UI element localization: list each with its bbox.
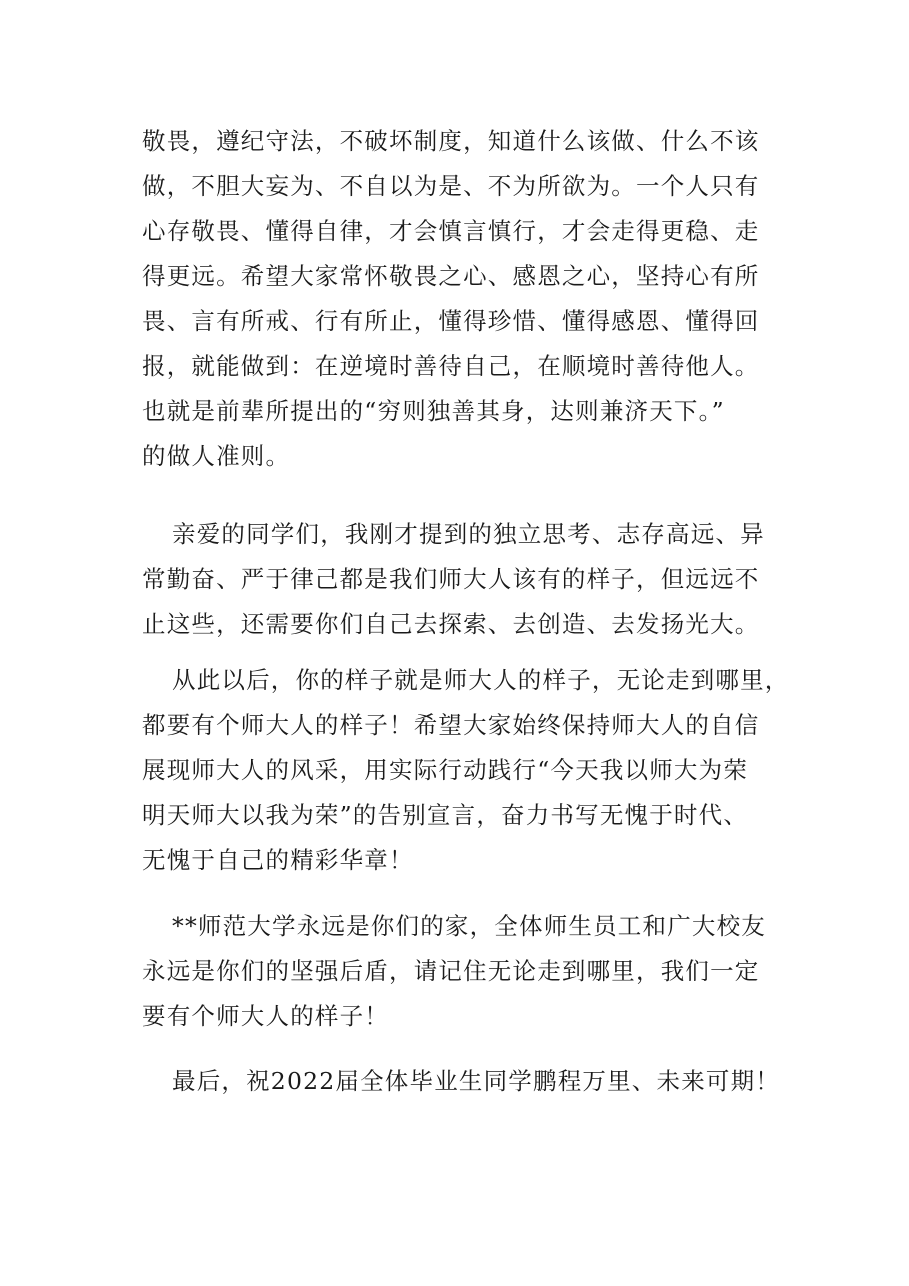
paragraph-4-line-2: 永远是你们的坚强后盾，请记住无论走到哪里，我们一定 xyxy=(142,957,760,985)
paragraph-1-line-2: 做，不胆大妄为、不自以为是、不为所欲为。一个人只有 xyxy=(142,172,760,200)
paragraph-1-line-8: 的做人准则。 xyxy=(142,442,291,470)
paragraph-3-line-2: 都要有个师大人的样子！希望大家始终保持师大人的自信 xyxy=(142,711,760,739)
paragraph-4-line-1: **师范大学永远是你们的家，全体师生员工和广大校友 xyxy=(172,912,766,940)
paragraph-1-line-6: 报，就能做到：在逆境时善待自己，在顺境时善待他人。 xyxy=(142,352,760,380)
paragraph-2-line-1: 亲爱的同学们，我刚才提到的独立思考、志存高远、异 xyxy=(172,520,765,548)
paragraph-1-line-1: 敬畏，遵纪守法，不破坏制度，知道什么该做、什么不该 xyxy=(142,127,760,155)
paragraph-2-line-3: 止这些，还需要你们自己去探索、去创造、去发扬光大。 xyxy=(142,610,760,638)
paragraph-5-line-1: 最后，祝2022届全体毕业生同学鹏程万里、未来可期！ xyxy=(172,1067,781,1095)
paragraph-1-line-4: 得更远。希望大家常怀敬畏之心、感恩之心，坚持心有所 xyxy=(142,262,760,290)
paragraph-3-line-1: 从此以后，你的样子就是师大人的样子，无论走到哪里， xyxy=(172,666,790,694)
paragraph-4-line-3: 要有个师大人的样子！ xyxy=(142,1002,389,1030)
paragraph-1-line-5: 畏、言有所戒、行有所止，懂得珍惜、懂得感恩、懂得回 xyxy=(142,307,760,335)
paragraph-3-line-5: 无愧于自己的精彩华章！ xyxy=(142,846,414,874)
paragraph-1-line-7: 也就是前辈所提出的“穷则独善其身，达则兼济天下。” xyxy=(142,397,725,425)
paragraph-1-line-3: 心存敬畏、懂得自律，才会慎言慎行，才会走得更稳、走 xyxy=(142,217,760,245)
paragraph-2-line-2: 常勤奋、严于律己都是我们师大人该有的样子，但远远不 xyxy=(142,565,760,593)
paragraph-3-line-4: 明天师大以我为荣”的告别宣言，奋力书写无愧于时代、 xyxy=(142,801,749,829)
paragraph-3-line-3: 展现师大人的风采，用实际行动践行“今天我以师大为荣 xyxy=(142,756,749,784)
